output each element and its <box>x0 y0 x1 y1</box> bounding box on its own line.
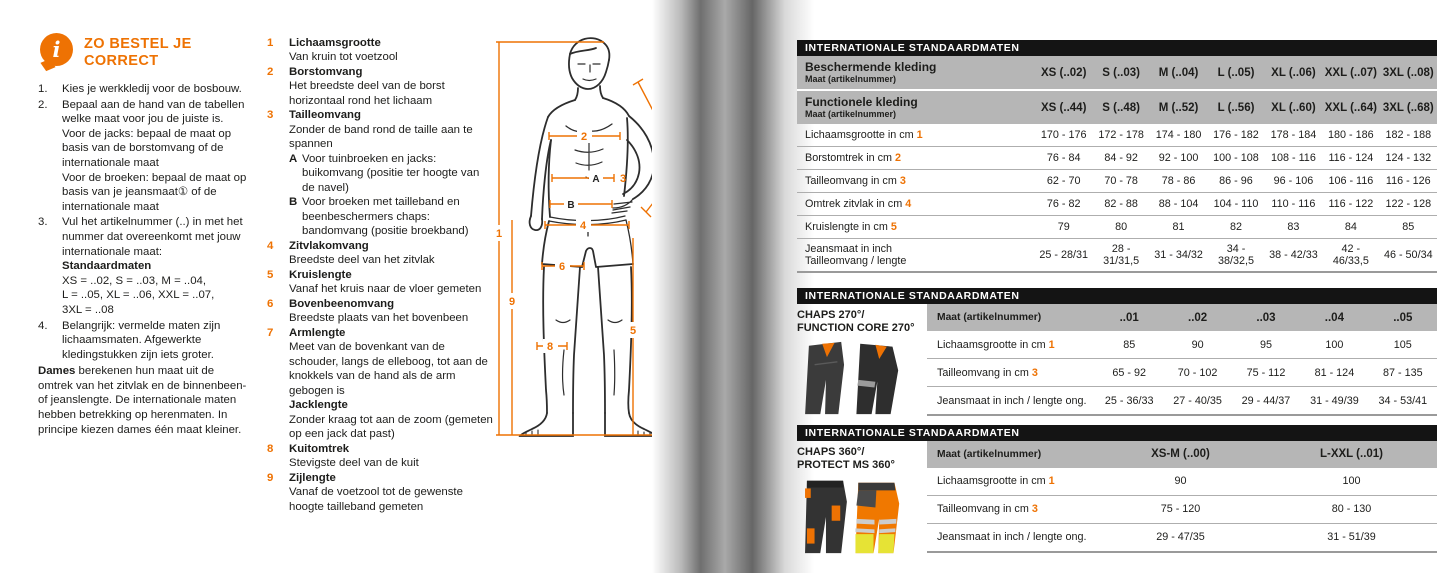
dames-note <box>38 364 252 437</box>
measure-number: 9 <box>267 471 274 484</box>
size-table-clothing <box>797 40 1437 273</box>
size-value-cell: 75 - 112 <box>1246 366 1286 379</box>
table-row-jeansmaat: Jeansmaat in inch Tailleomvang / lengte 25 - 28/31 28 - 31/31,5 31 - 34/32 34 - 38/32,5 38 - 42/33 42 - 46/33,5 46 - 50/34 <box>797 239 1437 273</box>
size-col-header: ..01 <box>1119 311 1139 324</box>
measure-number: 6 <box>267 297 274 310</box>
table-row-tailleomvang: Tailleomvang in cm 3 65 - 92 70 - 102 75 - 112 81 - 124 87 - 135 <box>927 359 1437 387</box>
size-value-cell: 85 <box>1402 221 1415 233</box>
measure-number: 1 <box>267 37 274 49</box>
measure-item-3 <box>267 108 493 238</box>
measure-desc: Het breedste deel van de borst horizontaal rond het lichaam <box>289 80 445 107</box>
size-value-cell: 116 - 124 <box>1328 152 1374 164</box>
figure-label-a: A <box>592 174 600 185</box>
step-number: 1. <box>38 83 48 95</box>
size-col-header: XL (..60) <box>1271 101 1316 114</box>
step-text-broeken: Voor de broeken: bepaal de maat op basis van je jeansmaat① of de internationale maat <box>62 171 247 213</box>
table-row-tailleomvang: Tailleomvang in cm 3 75 - 120 80 - 130 <box>927 496 1437 524</box>
size-value-cell: 100 - 108 <box>1213 152 1259 164</box>
measure-title: Zijlengte <box>289 471 336 484</box>
measure-sub-a <box>289 152 493 195</box>
size-value-cell: 31 - 49/39 <box>1310 394 1359 407</box>
size-value-cell: 83 <box>1287 221 1300 233</box>
size-value-cell: 100 <box>1325 338 1344 351</box>
ref-number: 2 <box>895 152 902 164</box>
size-col-header: L (..05) <box>1217 66 1255 79</box>
measure-desc: Meet van de bovenkant van de schouder, langs de elleboog, tot aan de knokkels van de hand als de arm gebogen is <box>289 341 488 397</box>
size-value-cell: 90 <box>1191 338 1204 351</box>
size-col-header: XS-M (..00) <box>1151 448 1210 461</box>
size-value-cell: 80 <box>1115 221 1128 233</box>
measure-item-4 <box>267 239 493 268</box>
step-number: 3. <box>38 216 48 229</box>
size-value-cell: 70 - 102 <box>1177 366 1218 379</box>
size-col-header: 3XL (..68) <box>1382 101 1434 114</box>
size-value-cell: 178 - 184 <box>1270 129 1317 141</box>
ref-number: 5 <box>890 221 897 233</box>
step-2 <box>38 98 252 215</box>
figure-label-2: 2 <box>580 131 588 143</box>
ref-number: 1 <box>1048 338 1055 351</box>
step-4 <box>38 319 252 363</box>
size-value-cell: 82 <box>1229 221 1242 233</box>
measure-title: Tailleomvang <box>289 109 361 122</box>
measure-sub-b <box>289 195 493 238</box>
figure-label-8: 8 <box>546 341 554 353</box>
size-grid-header: Maat (artikelnummer) XS-M (..00) L-XXL (..01) <box>927 441 1437 468</box>
size-col-header: ..04 <box>1324 311 1344 324</box>
page-spine-fold <box>652 0 814 573</box>
measure-desc: Breedste deel van het zitvlak <box>289 254 435 267</box>
measure-title: Zitvlakomvang <box>289 239 369 252</box>
measurement-legend <box>267 36 493 514</box>
info-icon-glyph: i <box>52 37 61 62</box>
chaps-270-product-image <box>797 340 912 416</box>
measure-desc: Van kruin tot voetzool <box>289 51 398 64</box>
header-row-beschermende <box>797 56 1437 91</box>
measure-item-6 <box>267 297 493 326</box>
size-value-cell: 76 - 82 <box>1046 198 1081 210</box>
size-value-cell: 79 <box>1057 221 1070 233</box>
size-value-cell: 172 - 178 <box>1098 129 1144 141</box>
size-col-header: XL (..06) <box>1271 66 1316 79</box>
row-label: Functionele kleding Maat (artikelnummer) <box>805 94 918 119</box>
figure-label-5: 5 <box>629 325 637 337</box>
size-grid <box>927 304 1437 421</box>
size-value-cell: 176 - 182 <box>1213 129 1259 141</box>
figure-label-4: 4 <box>579 220 587 232</box>
info-icon <box>40 33 73 66</box>
sizes-line: XS = ..02, S = ..03, M = ..04, <box>62 274 207 287</box>
size-value-cell: 85 <box>1123 338 1136 351</box>
size-value-cell: 174 - 180 <box>1155 129 1202 141</box>
size-value-cell: 80 - 130 <box>1331 503 1372 516</box>
measure-title: Bovenbeenomvang <box>289 297 395 310</box>
step-text-jacks: Voor de jacks: bepaal de maat op basis van de borstomvang of de internationale maat <box>62 127 232 169</box>
size-value-cell: 70 - 78 <box>1104 175 1138 187</box>
size-value-cell: 62 - 70 <box>1046 175 1081 187</box>
table-row-lichaamsgrootte: Lichaamsgrootte in cm 1 85 90 95 100 105 <box>927 331 1437 359</box>
ref-number: 3 <box>899 175 906 187</box>
table-row-tailleomvang: Tailleomvang in cm 3 62 - 70 70 - 78 78 - 86 86 - 96 96 - 106 106 - 116 116 - 126 <box>797 170 1437 193</box>
ordering-steps <box>38 82 252 437</box>
step-text: Vul het artikelnummer (..) in met het nummer dat overeenkomt met jouw internationale maat: <box>62 216 243 258</box>
size-value-cell: 104 - 110 <box>1213 198 1259 210</box>
size-value-cell: 92 - 100 <box>1158 152 1199 164</box>
size-col-header: ..02 <box>1188 311 1208 324</box>
table-band-title: INTERNATIONALE STANDAARDMATEN <box>797 425 1437 441</box>
standaardmaten-label: Standaardmaten <box>62 260 152 273</box>
step-number: 4. <box>38 319 48 332</box>
measure-item-2 <box>267 65 493 108</box>
measure-number: 5 <box>267 268 274 281</box>
page-title-line2: CORRECT <box>84 52 159 69</box>
measure-title: Lichaamsgrootte <box>289 37 381 49</box>
step-number: 2. <box>38 98 48 111</box>
table-row-borstomtrek: Borstomtrek in cm 2 76 - 84 84 - 92 92 - 100 100 - 108 108 - 116 116 - 124 124 - 132 <box>797 147 1437 170</box>
table-row-lichaamsgrootte: Lichaamsgrootte in cm 1 170 - 176 172 - 178 174 - 180 176 - 182 178 - 184 180 - 186 182 - 188 <box>797 124 1437 147</box>
size-col-header: S (..48) <box>1102 101 1140 114</box>
size-value-cell: 96 - 106 <box>1273 175 1314 187</box>
step-text: Belangrijk: vermelde maten zijn lichaamsmaten. Afgewerkte kledingstukken zijn iets groter. <box>62 319 221 361</box>
table-row-kruislengte: Kruislengte in cm 5 79 80 81 82 83 84 85 <box>797 216 1437 239</box>
size-col-header: XS (..44) <box>1041 101 1087 114</box>
size-col-header: M (..52) <box>1158 101 1199 114</box>
size-value-cell: 65 - 92 <box>1112 366 1146 379</box>
measure-title: Kuitomtrek <box>289 442 350 455</box>
size-value-cell: 122 - 128 <box>1385 198 1432 210</box>
ref-number: 1 <box>916 129 923 141</box>
step-3 <box>38 215 252 317</box>
step-text: Kies je werkkledij voor de bosbouw. <box>62 83 242 95</box>
measure-title: Armlengte <box>289 326 346 339</box>
page-title <box>84 33 192 69</box>
size-value-cell: 180 - 186 <box>1328 129 1374 141</box>
dames-bold: Dames <box>38 365 76 378</box>
step-1 <box>38 82 252 97</box>
figure-label-3: 3 <box>619 173 627 185</box>
size-value-cell: 29 - 44/37 <box>1241 394 1291 407</box>
size-value-cell: 182 - 188 <box>1385 129 1432 141</box>
size-value-cell: 116 - 126 <box>1385 175 1431 187</box>
product-cell: CHAPS 360°/ PROTECT MS 360° <box>797 441 927 560</box>
measure-item-8 <box>267 442 493 471</box>
size-value-cell: 108 - 116 <box>1271 152 1316 164</box>
product-cell: CHAPS 270°/ FUNCTION CORE 270° <box>797 304 927 421</box>
size-col-header: XXL (..07) <box>1324 66 1377 79</box>
measure-desc: Stevigste deel van de kuit <box>289 457 419 470</box>
table-row-omtrek-zitvlak: Omtrek zitvlak in cm 4 76 - 82 82 - 88 88 - 104 104 - 110 110 - 116 116 - 122 122 - 128 <box>797 193 1437 216</box>
label-backings <box>493 129 639 353</box>
sub-text: Voor tuinbroeken en jacks: buikomvang (positie ter hoogte van de navel) <box>302 152 480 194</box>
measure-desc: Zonder de band rond de taille aan te spannen <box>289 123 473 151</box>
size-value-cell: 84 - 92 <box>1104 152 1138 164</box>
table-band-title: INTERNATIONALE STANDAARDMATEN <box>797 40 1437 56</box>
measure-item-9 <box>267 471 493 514</box>
table-band-title: INTERNATIONALE STANDAARDMATEN <box>797 288 1437 304</box>
size-value-cell: 116 - 122 <box>1328 198 1374 210</box>
size-value-cell: 170 - 176 <box>1040 129 1087 141</box>
size-value-cell: 81 <box>1172 221 1185 233</box>
size-value-cell: 90 <box>1174 475 1187 488</box>
size-value-cell: 38 - 42/33 <box>1269 249 1318 261</box>
size-value-cell: 25 - 28/31 <box>1039 249 1089 261</box>
size-value-cell: 31 - 34/32 <box>1154 249 1203 261</box>
size-value-cell: 46 - 50/34 <box>1383 249 1433 261</box>
figure-label-6: 6 <box>558 261 566 273</box>
figure-label-1: 1 <box>495 228 503 240</box>
measure-number: 8 <box>267 442 274 455</box>
size-value-cell: 34 - 53/41 <box>1378 394 1428 407</box>
size-value-cell: 86 - 96 <box>1219 175 1253 187</box>
size-value-cell: 27 - 40/35 <box>1173 394 1222 407</box>
size-col-header: XXL (..64) <box>1324 101 1377 114</box>
page-title-line1: ZO BESTEL JE <box>84 36 192 52</box>
size-value-cell: 76 - 84 <box>1046 152 1081 164</box>
measure-number: 7 <box>267 326 274 339</box>
info-header <box>40 33 192 69</box>
size-value-cell: 25 - 36/33 <box>1104 394 1154 407</box>
size-col-header: S (..03) <box>1102 66 1140 79</box>
size-col-header: ..03 <box>1256 311 1276 324</box>
size-value-cell: 75 - 120 <box>1160 503 1201 516</box>
size-col-header: 3XL (..08) <box>1382 66 1434 79</box>
table-row-jeansmaat: Jeansmaat in inch / lengte ong. 25 - 36/33 27 - 40/35 29 - 44/37 31 - 49/39 34 - 53/41 <box>927 387 1437 416</box>
row-label: Beschermende kleding Maat (artikelnummer) <box>805 59 937 84</box>
sizes-line: L = ..05, XL = ..06, XXL = ..07, <box>62 289 215 302</box>
sub-letter: B <box>289 196 298 209</box>
measure-title: Borstomvang <box>289 65 363 78</box>
table-row-jeansmaat: Jeansmaat in inch / lengte ong. 29 - 47/35 31 - 51/39 <box>927 524 1437 553</box>
measure-number: 4 <box>267 239 274 252</box>
size-value-cell: 105 <box>1393 338 1412 351</box>
sizes-line: 3XL = ..08 <box>62 303 114 316</box>
size-value-cell: 95 <box>1259 338 1272 351</box>
size-value-cell: 28 - 31/31,5 <box>1103 243 1140 267</box>
sub-text: Voor broeken met tailleband en beenbeschermers chaps: bandomvang (positie broekband) <box>302 196 469 238</box>
measure-desc: Vanaf het kruis naar de vloer gemeten <box>289 283 482 296</box>
size-col-header: M (..04) <box>1158 66 1199 79</box>
ref-number: 1 <box>1048 475 1055 488</box>
measure-desc: Vanaf de voetzool tot de gewenste hoogte tailleband gemeten <box>289 486 463 513</box>
size-value-cell: 81 - 124 <box>1314 366 1355 379</box>
chaps-360-product-image <box>797 477 912 555</box>
size-value-cell: 78 - 86 <box>1161 175 1196 187</box>
size-col-header: ..05 <box>1393 311 1413 324</box>
size-grid <box>927 441 1437 560</box>
figure-label-9: 9 <box>508 296 516 308</box>
size-value-cell: 100 <box>1342 475 1361 488</box>
measure-title-2: Jacklengte <box>289 399 348 412</box>
size-value-cell: 29 - 47/35 <box>1156 531 1205 544</box>
sub-letter: A <box>289 152 298 165</box>
measure-desc-2: Zonder kraag tot aan de zoom (gemeten op een jack dat past) <box>289 413 493 441</box>
measure-item-7 <box>267 326 493 442</box>
size-grid-header: Maat (artikelnummer) ..01 ..02 ..03 ..04 ..05 <box>927 304 1437 331</box>
header-row-functionele <box>797 91 1437 124</box>
right-page <box>797 40 1437 560</box>
measure-number: 3 <box>267 109 274 122</box>
size-value-cell: 106 - 116 <box>1328 175 1374 187</box>
size-value-cell: 88 - 104 <box>1158 198 1199 210</box>
size-value-cell: 87 - 135 <box>1382 366 1423 379</box>
size-value-cell: 110 - 116 <box>1271 198 1316 210</box>
size-col-header: L (..56) <box>1217 101 1255 114</box>
dames-text: berekenen hun maat uit de omtrek van het zitvlak en de binnenbeen- of jeanslengte. De internationale maten hebben betrekking op herenmaten. In principe kiezen dames één maat kleiner. <box>38 365 247 436</box>
size-col-header: XS (..02) <box>1041 66 1087 79</box>
body-outline <box>520 38 656 436</box>
ref-number: 3 <box>1031 503 1038 516</box>
size-value-cell: 82 - 88 <box>1104 198 1138 210</box>
size-table-chaps-270 <box>797 288 1437 421</box>
size-value-cell: 34 - 38/32,5 <box>1217 243 1254 267</box>
size-value-cell: 42 - 46/33,5 <box>1332 243 1369 267</box>
measure-item-5 <box>267 268 493 297</box>
size-table-chaps-360 <box>797 425 1437 560</box>
size-col-header: L-XXL (..01) <box>1319 448 1384 461</box>
ref-number: 3 <box>1031 366 1038 379</box>
measure-title: Kruislengte <box>289 268 352 281</box>
size-value-cell: 124 - 132 <box>1385 152 1432 164</box>
size-value-cell: 31 - 51/39 <box>1327 531 1376 544</box>
figure-label-b: B <box>567 200 575 211</box>
size-value-cell: 84 <box>1344 221 1357 233</box>
table-row-lichaamsgrootte: Lichaamsgrootte in cm 1 90 100 <box>927 468 1437 496</box>
measure-number: 2 <box>267 65 274 78</box>
step-text: Bepaal aan de hand van de tabellen welke maat voor jou de juiste is. <box>62 98 245 126</box>
measure-item-1 <box>267 36 493 65</box>
measure-desc: Breedste plaats van het bovenbeen <box>289 312 469 325</box>
ref-number: 4 <box>905 198 912 210</box>
